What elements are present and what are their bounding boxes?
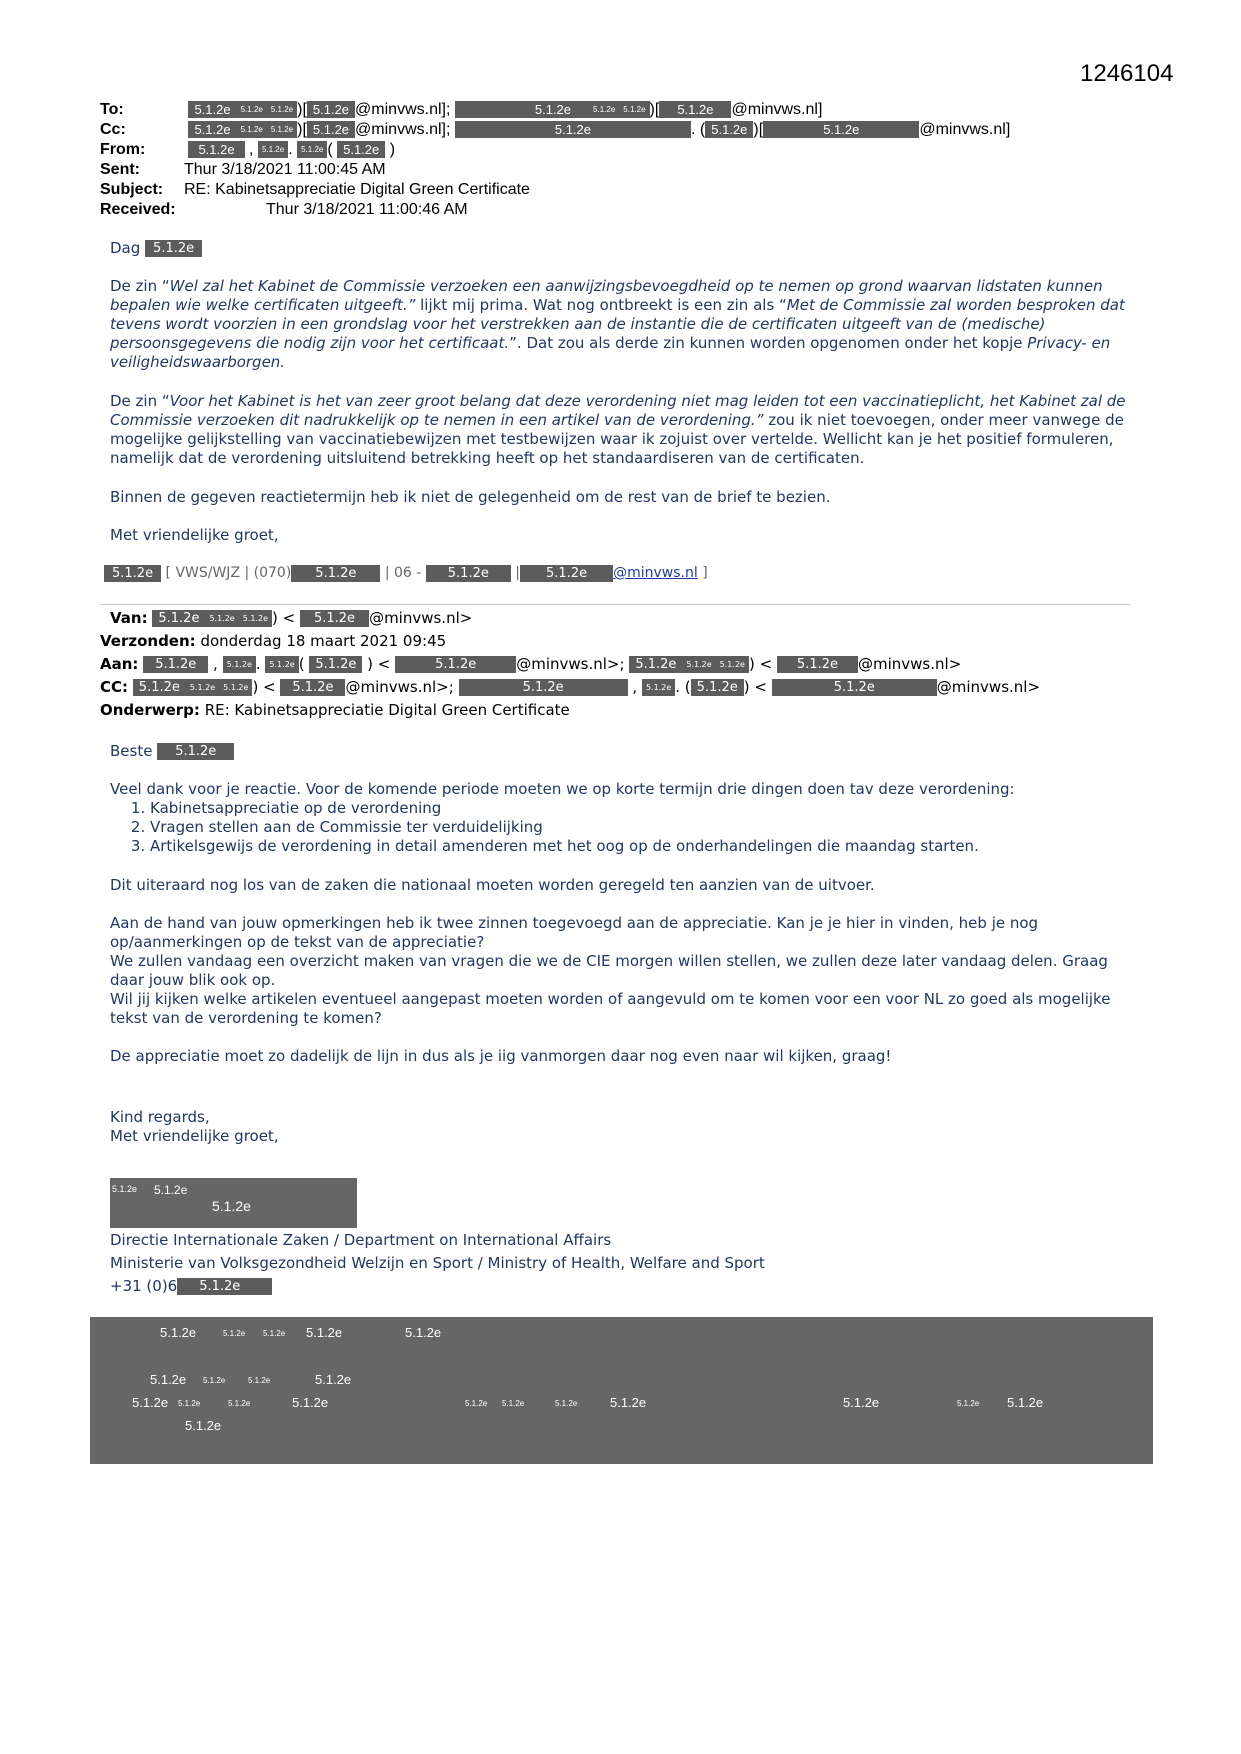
redaction: 5.1.2e <box>157 743 234 760</box>
redaction: 5.1.2e <box>682 656 715 673</box>
aan-row: Aan: 5.1.2e , 5.1.2e . 5.1.2e ( 5.1.2e ) < 5.1.2e @minvws.nl>; 5.1.2e 5.1.2e 5.1.2e ) < 5.1.2e @minvws.nl> <box>100 655 962 673</box>
redaction: 5.1.2e <box>405 1325 442 1340</box>
onderwerp-label: Onderwerp: <box>100 701 200 719</box>
redaction: 5.1.2e <box>239 610 272 627</box>
ministry-name: Ministerie van Volksgezondheid Welzijn en Sport / Ministry of Health, Welfare and Sport <box>110 1254 765 1272</box>
reply-signature <box>110 564 1130 583</box>
department-block <box>110 1231 1130 1296</box>
redaction: 5.1.2e <box>297 141 327 158</box>
quoted-greeting <box>110 742 1130 761</box>
redaction: 5.1.2e <box>337 141 385 158</box>
redaction: 5.1.2e <box>248 1376 271 1385</box>
text: ”. Dat zou als derde zin kunnen worden opgenomen onder het kopje <box>509 334 1028 352</box>
redaction: 5.1.2e <box>716 656 749 673</box>
text: De zin “ <box>110 277 170 295</box>
redaction: 5.1.2e <box>459 679 628 696</box>
text: We zullen vandaag een overzicht maken van vragen die we de CIE morgen willen stellen, we zullen deze later vandaag delen. Graag daar jouw blik ook op. <box>110 952 1108 989</box>
subject-row <box>100 180 530 200</box>
received-value: Thur 3/18/2021 11:00:46 AM <box>266 201 468 218</box>
text: Wil jij kijken welke artikelen eventueel aangepast moeten worden of aangevuld om te komen voor een voor NL zo goed als mogelijke tekst van de verordening te komen? <box>110 990 1111 1027</box>
received-row <box>100 200 468 220</box>
sig-text: | 06 - <box>384 565 422 581</box>
redaction: 5.1.2e <box>307 101 355 118</box>
redaction: 5.1.2e <box>555 1399 578 1408</box>
redaction: 5.1.2e <box>185 1418 222 1433</box>
subject-value: RE: Kabinetsappreciatie Digital Green Certificate <box>184 181 530 198</box>
kind-regards: Kind regards, <box>110 1108 210 1126</box>
redaction: 5.1.2e <box>237 101 267 118</box>
text: De zin “ <box>110 392 170 410</box>
sent-row <box>100 160 386 180</box>
redaction: 5.1.2e <box>178 1399 201 1408</box>
redaction: 5.1.2e <box>186 679 219 696</box>
redaction: 5.1.2e <box>309 656 362 673</box>
document-number: 1246104 <box>1080 60 1174 87</box>
redaction: 5.1.2e <box>315 1372 352 1387</box>
redaction: 5.1.2e <box>188 141 244 158</box>
sent-value: Thur 3/18/2021 11:00:45 AM <box>184 161 386 178</box>
redaction: 5.1.2e <box>455 101 589 118</box>
redaction: 5.1.2e <box>154 1183 188 1197</box>
phone-prefix: +31 (0)6 <box>110 1277 178 1295</box>
redaction: 5.1.2e <box>237 121 267 138</box>
email: @minvws.nl>; <box>345 678 454 696</box>
quote: Voor het Kabinet is het van zeer groot belang dat deze verordening niet mag leiden tot een vaccinatieplicht, het Kabinet zal de Commissie verzoeken dit nadrukkelijk op te nemen in een artikel van de verordening.” <box>110 392 1126 429</box>
redaction: 5.1.2e <box>263 1329 286 1338</box>
to-domain: @minvws.nl]; <box>355 101 451 118</box>
reply-paragraph-3: Binnen de gegeven reactietermijn heb ik niet de gelegenheid om de rest van de brief te bezien. <box>110 488 831 506</box>
redaction: 5.1.2e <box>228 1399 251 1408</box>
redaction: 5.1.2e <box>291 565 380 582</box>
to-label: To: <box>100 101 124 118</box>
redaction: 5.1.2e <box>258 141 288 158</box>
verzonden-label: Verzonden: <box>100 632 196 650</box>
divider <box>100 604 1130 605</box>
action-list <box>110 799 1130 856</box>
to-domain-end: @minvws.nl] <box>731 101 823 118</box>
sig-email-link[interactable]: @minvws.nl <box>613 565 698 581</box>
sig-text: | <box>515 565 521 581</box>
sig-text: [ VWS/WJZ | (070) <box>165 565 292 581</box>
redaction: 5.1.2e <box>188 101 236 118</box>
text: Aan de hand van jouw opmerkingen heb ik twee zinnen toegevoegd aan de appreciatie. Kan je je hier in vinden, heb je nog op/aanmerkingen op de tekst van de appreciatie? <box>110 914 1039 951</box>
cc-label: Cc: <box>100 121 126 138</box>
redaction: 5.1.2e <box>691 679 744 696</box>
email: @minvws.nl> <box>369 609 473 627</box>
email: @minvws.nl> <box>858 655 962 673</box>
aan-label: Aan: <box>100 655 139 673</box>
cc-row: Cc: 5.1.2e 5.1.2e 5.1.2e )[ 5.1.2e @minvws.nl]; 5.1.2e . ( 5.1.2e )[ 5.1.2e @minvws.nl] <box>100 121 1011 138</box>
redaction: 5.1.2e <box>267 101 297 118</box>
redaction: 5.1.2e <box>957 1399 980 1408</box>
redaction: 5.1.2e <box>177 1278 272 1295</box>
redaction: 5.1.2e <box>160 1325 197 1340</box>
redaction: 5.1.2e <box>292 1395 329 1410</box>
redaction: 5.1.2e <box>502 1399 525 1408</box>
van-row: Van: 5.1.2e 5.1.2e 5.1.2e ) < 5.1.2e @minvws.nl> <box>110 609 473 627</box>
redaction: 5.1.2e <box>763 121 919 138</box>
redaction: 5.1.2e <box>143 656 208 673</box>
sig-text: ] <box>702 565 708 581</box>
intro-text: Veel dank voor je reactie. Voor de komende periode moeten we op korte termijn drie dingen doen tav deze verordening: <box>110 780 1015 798</box>
quote: Wel zal het Kabinet de Commissie verzoeken een aanwijzingsbevoegdheid op te nemen op grond waarvan lidstaten kunnen bepalen wie welke certificaten uitgeeft.” <box>110 277 1103 314</box>
email: @minvws.nl> <box>936 678 1041 696</box>
redaction: 5.1.2e <box>265 656 298 673</box>
redaction: 5.1.2e <box>465 1399 488 1408</box>
from-label: From: <box>100 141 146 158</box>
list-item: 1. Kabinetsappreciatie op de verordening <box>150 799 1130 818</box>
redaction: 5.1.2e <box>112 1184 138 1194</box>
redaction: 5.1.2e <box>188 121 236 138</box>
redaction: 5.1.2e <box>777 656 858 673</box>
met-vriendelijke-groet: Met vriendelijke groet, <box>110 1127 279 1145</box>
redaction: 5.1.2e <box>212 1198 251 1214</box>
redaction: 5.1.2e <box>843 1395 880 1410</box>
redaction: 5.1.2e <box>772 679 937 696</box>
sent-label: Sent: <box>100 161 140 178</box>
reply-greeting <box>110 239 1130 258</box>
reply-closing: Met vriendelijke groet, <box>110 526 279 544</box>
quoted-paragraph-2: Dit uiteraard nog los van de zaken die nationaal moeten worden geregeld ten aanzien van de uitvoer. <box>110 876 875 894</box>
redaction: 5.1.2e <box>629 656 682 673</box>
from-row: From: 5.1.2e , 5.1.2e . 5.1.2e ( 5.1.2e ) <box>100 141 396 158</box>
email: @minvws.nl>; <box>516 655 625 673</box>
to-row: To: 5.1.2e 5.1.2e 5.1.2e )[ 5.1.2e @minvws.nl]; 5.1.2e 5.1.2e 5.1.2e )[ 5.1.2e @minvws.nl] <box>100 101 823 118</box>
cc-domain-end: @minvws.nl] <box>919 121 1011 138</box>
redacted-footer-block <box>90 1317 1153 1464</box>
redaction: 5.1.2e <box>659 101 731 118</box>
quoted-intro <box>110 780 1130 856</box>
redaction: 5.1.2e <box>132 1395 169 1410</box>
redaction: 5.1.2e <box>395 656 516 673</box>
redaction: 5.1.2e <box>145 240 202 257</box>
reply-paragraph-2 <box>110 392 1130 468</box>
redaction: 5.1.2e <box>219 679 252 696</box>
redaction: 5.1.2e <box>280 679 345 696</box>
subject-label: Subject: <box>100 181 164 198</box>
redaction: 5.1.2e <box>150 1372 187 1387</box>
verzonden-row <box>100 630 446 653</box>
redacted-signature-name <box>110 1178 357 1228</box>
redaction: 5.1.2e <box>642 679 675 696</box>
redaction: 5.1.2e <box>205 610 238 627</box>
text: zou ik niet toevoegen, onder meer vanwege de mogelijke gelijkstelling van vaccinatiebewijzen met testbewijzen waar ik zojuist over vertelde. Wellicht kan je het positief formuleren, namelijk dat de verordening uitsluitend betrekking heeft op het standaardiseren van de certificaten. <box>110 411 1124 467</box>
verzonden-value: donderdag 18 maart 2021 09:45 <box>200 632 447 650</box>
redaction: 5.1.2e <box>267 121 297 138</box>
greeting-text: Beste <box>110 742 153 760</box>
received-label: Received: <box>100 201 176 218</box>
list-item: 3. Artikelsgewijs de verordening in detail amenderen met het oog op de onderhandelingen die maandag starten. <box>150 837 1130 856</box>
list-item: 2. Vragen stellen aan de Commissie ter verduidelijking <box>150 818 1130 837</box>
kopje: Privacy- en veiligheidswaarborgen. <box>110 334 1111 371</box>
redaction: 5.1.2e <box>520 565 613 582</box>
redaction: 5.1.2e <box>152 610 205 627</box>
van-label: Van: <box>110 609 148 627</box>
redaction: 5.1.2e <box>589 101 619 118</box>
greeting-text: Dag <box>110 239 141 257</box>
redaction: 5.1.2e <box>133 679 186 696</box>
text: lijkt mij prima. Wat nog ontbreekt is een zin als “ <box>415 296 787 314</box>
redaction: 5.1.2e <box>104 565 161 582</box>
redaction: 5.1.2e <box>1007 1395 1044 1410</box>
redaction: 5.1.2e <box>307 121 355 138</box>
department-name: Directie Internationale Zaken / Department on International Affairs <box>110 1231 612 1249</box>
quoted-paragraph-4: De appreciatie moet zo dadelijk de lijn in dus als je iig vanmorgen daar nog even naar wil kijken, graag! <box>110 1047 892 1065</box>
redaction: 5.1.2e <box>619 101 649 118</box>
onderwerp-row <box>100 699 570 722</box>
redaction: 5.1.2e <box>455 121 691 138</box>
redaction: 5.1.2e <box>610 1395 647 1410</box>
quoted-closing <box>110 1108 1130 1146</box>
cc-label: CC: <box>100 678 129 696</box>
redaction: 5.1.2e <box>705 121 753 138</box>
cc-domain: @minvws.nl]; <box>355 121 451 138</box>
quoted-paragraph-3 <box>110 914 1130 1028</box>
redaction: 5.1.2e <box>223 656 256 673</box>
redaction: 5.1.2e <box>426 565 511 582</box>
quote: Met de Commissie zal worden besproken dat tevens wordt voorzien in een grondslag voor het verstrekken aan de instantie die de certificaten uitgeeft van de (medische) persoonsgegevens die nodig zijn voor het certificaat. <box>110 296 1125 352</box>
redaction: 5.1.2e <box>203 1376 226 1385</box>
onderwerp-value: RE: Kabinetsappreciatie Digital Green Certificate <box>204 701 570 719</box>
reply-paragraph-1 <box>110 277 1130 372</box>
redaction: 5.1.2e <box>306 1325 343 1340</box>
redaction: 5.1.2e <box>300 610 369 627</box>
redaction: 5.1.2e <box>223 1329 246 1338</box>
cc-quoted-row: CC: 5.1.2e 5.1.2e 5.1.2e ) < 5.1.2e @minvws.nl>; 5.1.2e , 5.1.2e . ( 5.1.2e ) < 5.1.2e @minvws.nl> <box>100 678 1041 696</box>
